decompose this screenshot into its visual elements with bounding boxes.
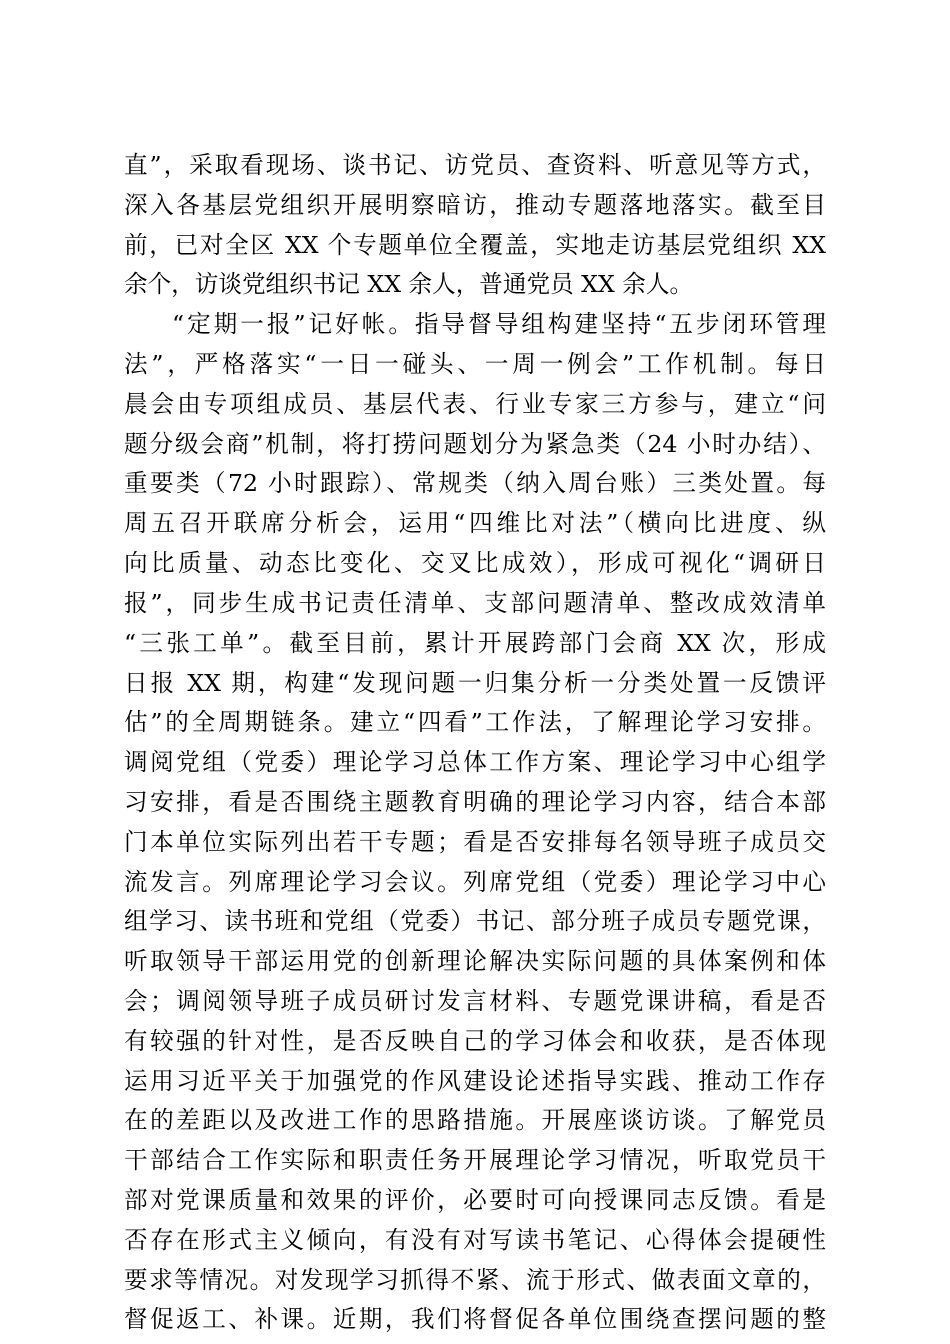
text-line: 有较强的针对性，是否反映自己的学习体会和收获，是否体现 — [124, 1027, 826, 1055]
text-line: 直”，采取看现场、谈书记、访党员、查资料、听意见等方式， — [124, 151, 826, 179]
text-line: 否存在形式主义倾向，有没有对写读书笔记、心得体会提硬性 — [124, 1226, 826, 1254]
text-line: 日报 XX 期，构建“发现问题一归集分析一分类处置一反馈评 — [124, 669, 826, 697]
text-line: 听取领导干部运用党的创新理论解决实际问题的具体案例和体 — [124, 947, 826, 975]
text-line: 报”，同步生成书记责任清单、支部问题清单、整改成效清单 — [124, 589, 826, 617]
text-line: 余个，访谈党组织书记 XX 余人，普通党员 XX 余人。 — [124, 270, 694, 298]
text-line: 要求等情况。对发现学习抓得不紧、流于形式、做表面文章的， — [124, 1266, 826, 1294]
text-line: 深入各基层党组织开展明察暗访，推动专题落地落实。截至目 — [124, 191, 826, 219]
text-line: 部对党课质量和效果的评价，必要时可向授课同志反馈。看是 — [124, 1186, 826, 1214]
text-line: 前，已对全区 XX 个专题单位全覆盖，实地走访基层党组织 XX — [124, 231, 826, 259]
text-line: 组学习、读书班和党组（党委）书记、部分班子成员专题党课， — [124, 907, 826, 935]
text-line: 向比质量、动态比变化、交叉比成效），形成可视化“调研日 — [124, 549, 826, 577]
text-line: 流发言。列席理论学习会议。列席党组（党委）理论学习中心 — [124, 868, 826, 896]
text-line: 估”的全周期链条。建立“四看”工作法，了解理论学习安排。 — [124, 708, 826, 736]
text-line: 运用习近平关于加强党的作风建设论述指导实践、推动工作存 — [124, 1067, 826, 1095]
text-line: 题分级会商”机制，将打捞问题划分为紧急类（24 小时办结）、 — [124, 430, 826, 458]
text-line: 在的差距以及改进工作的思路措施。开展座谈访谈。了解党员 — [124, 1106, 826, 1134]
text-line: 法”，严格落实“一日一碰头、一周一例会”工作机制。每日 — [124, 350, 826, 378]
text-line: 会；调阅领导班子成员研讨发言材料、专题党课讲稿，看是否 — [124, 987, 826, 1015]
text-line: 习安排，看是否围绕主题教育明确的理论学习内容，结合本部 — [124, 788, 826, 816]
text-line: 督促返工、补课。近期，我们将督促各单位围绕查摆问题的整 — [124, 1305, 826, 1333]
text-line: 门本单位实际列出若干专题；看是否安排每名领导班子成员交 — [124, 828, 826, 856]
text-line: 重要类（72 小时跟踪）、常规类（纳入周台账）三类处置。每 — [124, 469, 826, 497]
text-line: “三张工单”。截至目前，累计开展跨部门会商 XX 次，形成 — [124, 629, 826, 657]
text-line: 干部结合工作实际和职责任务开展理论学习情况，听取党员干 — [124, 1146, 826, 1174]
text-line: 晨会由专项组成员、基层代表、行业专家三方参与，建立“问 — [124, 390, 826, 418]
text-line: 周五召开联席分析会，运用“四维比对法”（横向比进度、纵 — [124, 509, 826, 537]
text-line: 调阅党组（党委）理论学习总体工作方案、理论学习中心组学 — [124, 748, 826, 776]
paragraph-first-line: “定期一报”记好帐。指导督导组构建坚持“五步闭环管理 — [172, 310, 826, 338]
